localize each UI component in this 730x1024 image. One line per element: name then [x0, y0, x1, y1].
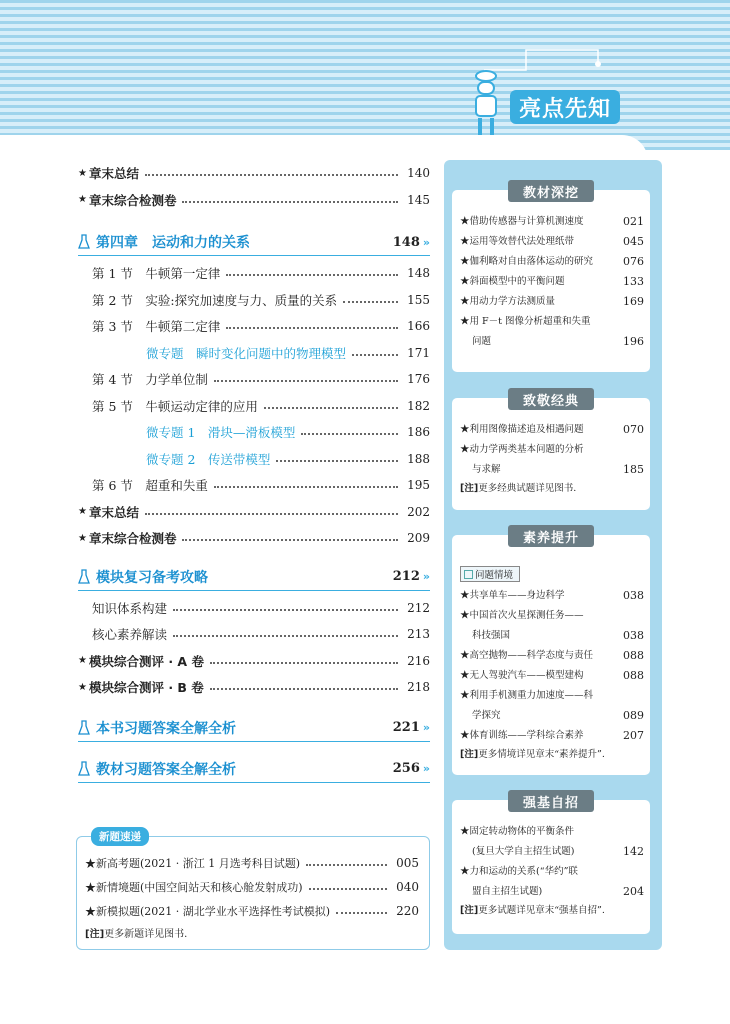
panel-title: 教材深挖: [508, 180, 594, 202]
note-text: 更多经典试题详见图书.: [478, 483, 577, 494]
panel-item[interactable]: [460, 272, 644, 292]
toc-row-label: 知识体系构建: [92, 600, 168, 616]
leader-dots: [309, 888, 387, 890]
toc-row[interactable]: [78, 595, 430, 622]
panel-item[interactable]: [460, 292, 644, 312]
toc-row-label: 模块综合测评 · A 卷: [88, 653, 204, 669]
panel-item-label: ★固定转动物体的平衡条件: [460, 826, 575, 837]
leader-dots: [352, 354, 398, 356]
chapter-page: 212: [392, 569, 420, 584]
toc-row[interactable]: [78, 187, 430, 214]
toc-row-label: 第 5 节 牛顿运动定律的应用: [92, 398, 258, 414]
panel-item[interactable]: [460, 822, 644, 842]
panel-item[interactable]: [460, 332, 644, 352]
new-question-label: ★新情境题(中国空间站天和核心舱发射成功): [85, 881, 303, 894]
toc-row[interactable]: [78, 499, 430, 526]
note-text: 更多试题详见章末“强基自招”.: [478, 905, 605, 916]
panel-item-label: ★运用等效替代法处理纸带: [460, 236, 575, 247]
panel-items: [460, 420, 644, 498]
panel-title: 强基自招: [508, 790, 594, 812]
leader-dots: [226, 327, 398, 329]
star-icon: ★: [78, 506, 87, 518]
panel-item-page: 196: [623, 335, 644, 348]
panel-item[interactable]: [460, 842, 644, 862]
leader-dots: [210, 688, 398, 690]
chapter-page: 148: [392, 234, 420, 250]
panel-item[interactable]: [460, 606, 644, 626]
double-chevron-icon: »: [422, 570, 430, 583]
toc-row-page: 140: [407, 166, 430, 181]
toc-row-page: 166: [407, 319, 430, 334]
panel-title: 素养提升: [508, 525, 594, 547]
leader-dots: [306, 864, 387, 866]
toc-row-label: 模块综合测评 · B 卷: [88, 680, 204, 696]
chapter-title: 模块复习备考攻略: [96, 569, 208, 586]
toc-row-label: 核心素养解读: [92, 627, 168, 643]
header-stripes: [0, 0, 730, 150]
double-chevron-icon: »: [422, 235, 430, 249]
chapter-heading[interactable]: [78, 756, 430, 783]
panel-suyang: [452, 530, 650, 775]
toc-row-label: 第 4 节 力学单位制: [92, 372, 208, 388]
star-icon: ★: [78, 167, 87, 179]
panel-item-page: 038: [623, 629, 644, 642]
panel-zhijing: [452, 393, 650, 510]
panel-item-page: 142: [623, 845, 644, 858]
note-text: 更多新题详见图书.: [104, 928, 188, 940]
toc-row-label: 微专题 瞬时变化问题中的物理模型: [146, 345, 347, 361]
flask-icon: [78, 569, 90, 585]
new-question-page: 220: [396, 904, 419, 918]
panel-item-label: ★伽利略对自由落体运动的研究: [460, 256, 594, 267]
new-question-label: ★新模拟题(2021 · 湖北学业水平选择性考试模拟): [85, 905, 331, 918]
panel-item-label: ★体育训练——学科综合素养: [460, 730, 584, 741]
new-question-row[interactable]: [85, 851, 419, 875]
toc-row[interactable]: [78, 340, 430, 367]
new-questions-title: 新题速递: [91, 827, 149, 846]
toc-row-label: 第 1 节 牛顿第一定律: [92, 266, 221, 282]
toc-row[interactable]: [78, 674, 430, 701]
leader-dots: [336, 912, 387, 914]
panel-item[interactable]: [460, 460, 644, 480]
panel-item[interactable]: [460, 440, 644, 460]
toc-row-page: 188: [407, 451, 430, 466]
flask-icon: [78, 761, 90, 777]
new-questions-note: [85, 923, 419, 941]
toc-row[interactable]: [78, 419, 430, 446]
panel-item-label: ★利用手机测重力加速度——科: [460, 690, 594, 701]
panel-item-label: ★借助传感器与计算机测速度: [460, 216, 584, 227]
toc-row-label: 章末综合检测卷: [88, 192, 177, 208]
toc-row-page: 186: [407, 425, 430, 440]
panel-item-label: ★用 F－t 图像分析超重和失重: [460, 316, 591, 327]
new-question-page: 040: [396, 880, 419, 894]
chapter-page: 221: [392, 720, 420, 735]
panel-item-label: ★共享单车——身边科学: [460, 590, 565, 601]
panel-item-page: 204: [623, 885, 644, 898]
note-tag: [注]: [460, 749, 479, 760]
panel-item[interactable]: [460, 706, 644, 726]
note-tag: [注]: [85, 928, 105, 940]
panel-item-page: 088: [623, 669, 644, 682]
panel-item-label: ★高空抛物——科学态度与责任: [460, 650, 594, 661]
panel-item[interactable]: [460, 252, 644, 272]
panel-item[interactable]: [460, 212, 644, 232]
leader-dots: [182, 539, 398, 541]
panel-item-page: 088: [623, 649, 644, 662]
panel-item-page: 021: [623, 215, 644, 228]
panel-item-label: (复旦大学自主招生试题): [472, 846, 575, 857]
toc-row-label: 微专题 2 传送带模型: [146, 451, 271, 467]
new-questions-box: [76, 831, 430, 950]
leader-dots: [145, 174, 398, 176]
panel-item-page: 133: [623, 275, 644, 288]
panel-item-label: 与求解: [472, 464, 501, 475]
leader-dots: [343, 301, 398, 303]
panel-item[interactable]: [460, 726, 644, 746]
toc-row[interactable]: [78, 648, 430, 675]
double-chevron-icon: »: [422, 721, 430, 734]
panel-item-label: 科技强国: [472, 630, 511, 641]
panel-jiaocai: [452, 185, 650, 372]
note-tag: [注]: [460, 483, 479, 494]
panel-item-page: 169: [623, 295, 644, 308]
new-question-label: ★新高考题(2021 · 浙江 1 月选考科目试题): [85, 857, 301, 870]
panel-item-label: 学探究: [472, 710, 501, 721]
toc-row-page: 195: [407, 478, 430, 493]
toc-row-label: 章末综合检测卷: [88, 531, 177, 547]
toc-row-page: 209: [407, 531, 430, 546]
panel-qiangji: [452, 795, 650, 934]
toc-row-page: 202: [407, 504, 430, 519]
toc-row-page: 145: [407, 192, 430, 207]
panel-item[interactable]: [460, 232, 644, 252]
panel-item[interactable]: [460, 586, 644, 606]
panel-item[interactable]: [460, 686, 644, 706]
toc-row[interactable]: [78, 446, 430, 473]
toc-row-page: 155: [407, 292, 430, 307]
panel-item-page: 207: [623, 729, 644, 742]
panel-item[interactable]: [460, 862, 644, 882]
star-icon: ★: [78, 681, 87, 693]
chapter-rows: [78, 260, 430, 552]
leader-dots: [214, 380, 398, 382]
leader-dots: [173, 635, 398, 637]
toc-row-label: 章末总结: [88, 504, 139, 520]
star-icon: ★: [78, 655, 87, 667]
panel-item[interactable]: [460, 666, 644, 686]
toc-row-page: 218: [407, 680, 430, 695]
leader-dots: [210, 662, 398, 664]
panel-item-label: ★利用图像描述追及相遇问题: [460, 424, 584, 435]
note-tag: [注]: [460, 905, 479, 916]
toc-row[interactable]: [78, 160, 430, 187]
toc-row-label: 第 3 节 牛顿第二定律: [92, 319, 221, 335]
toc-row-page: 216: [407, 653, 430, 668]
star-icon: ★: [78, 532, 87, 544]
toc-row[interactable]: [78, 313, 430, 340]
toc-row[interactable]: [78, 525, 430, 552]
toc-row[interactable]: [78, 287, 430, 314]
panel-item-page: 089: [623, 709, 644, 722]
panel-item-page: 038: [623, 589, 644, 602]
chapter-heading[interactable]: [78, 715, 430, 742]
toc-row-page: 182: [407, 398, 430, 413]
flask-icon: [78, 234, 90, 250]
panel-item[interactable]: [460, 882, 644, 902]
panel-items: [460, 563, 644, 764]
chapter-title: 本书习题答案全解全析: [96, 720, 236, 737]
toc-row[interactable]: [78, 260, 430, 287]
chapter-page: 256: [392, 761, 420, 776]
chapter-title: 教材习题答案全解全析: [96, 761, 236, 778]
toc-row-page: 212: [407, 600, 430, 615]
scenario-tag: 问题情境: [460, 566, 520, 582]
panel-item-page: 076: [623, 255, 644, 268]
panel-item-label: 问题: [472, 336, 492, 347]
toc-row-label: 微专题 1 滑块—滑板模型: [146, 425, 296, 441]
toc-row[interactable]: [78, 472, 430, 499]
leader-dots: [214, 486, 398, 488]
panel-item-label: ★用动力学方法测质量: [460, 296, 556, 307]
table-of-contents: [78, 160, 430, 787]
note-text: 更多情境详见章末“素养提升”.: [478, 749, 605, 760]
toc-row-page: 213: [407, 627, 430, 642]
chapter-title: 第四章 运动和力的关系: [96, 235, 250, 251]
panel-item-page: 045: [623, 235, 644, 248]
highlights-badge: 亮点先知: [510, 90, 620, 124]
panel-items: [460, 212, 644, 352]
panel-item-label: ★力和运动的关系(“华约”联: [460, 866, 578, 877]
toc-row-page: 148: [407, 266, 430, 281]
panel-item[interactable]: [460, 626, 644, 646]
leader-dots: [301, 433, 398, 435]
toc-row[interactable]: [78, 366, 430, 393]
panel-note: [460, 746, 644, 764]
toc-row-page: 171: [407, 345, 430, 360]
leader-dots: [173, 609, 398, 611]
new-question-row[interactable]: [85, 899, 419, 923]
panel-item[interactable]: [460, 646, 644, 666]
chapter-heading[interactable]: [78, 229, 430, 256]
panel-title: 致敬经典: [508, 388, 594, 410]
leader-dots: [276, 460, 398, 462]
panel-item-label: ★动力学两类基本问题的分析: [460, 444, 584, 455]
flask-icon: [78, 720, 90, 736]
toc-row[interactable]: [78, 621, 430, 648]
panel-note: [460, 480, 644, 498]
chapter-heading[interactable]: [78, 564, 430, 591]
panel-item-label: ★斜面模型中的平衡问题: [460, 276, 565, 287]
panel-item[interactable]: [460, 312, 644, 332]
toc-row-label: 章末总结: [88, 166, 139, 182]
new-question-page: 005: [396, 856, 419, 870]
double-chevron-icon: »: [422, 762, 430, 775]
panel-item-label: 盟自主招生试题): [472, 886, 543, 897]
toc-row-label: 第 2 节 实验:探究加速度与力、质量的关系: [92, 292, 338, 308]
panel-item-page: 070: [623, 423, 644, 436]
leader-dots: [182, 201, 398, 203]
toc-row-label: 第 6 节 超重和失重: [92, 478, 208, 494]
panel-note: [460, 902, 644, 920]
leader-dots: [264, 407, 398, 409]
leader-dots: [226, 274, 398, 276]
leader-dots: [145, 513, 398, 515]
panel-item-page: 185: [623, 463, 644, 476]
panel-item-label: ★中国首次火星探测任务——: [460, 610, 584, 621]
chapter-rows: [78, 595, 430, 701]
toc-row[interactable]: [78, 393, 430, 420]
panel-item-label: ★无人驾驶汽车——模型建构: [460, 670, 584, 681]
panel-item[interactable]: [460, 420, 644, 440]
toc-row-page: 176: [407, 372, 430, 387]
star-icon: ★: [78, 194, 87, 206]
panel-items: [460, 822, 644, 920]
new-question-row[interactable]: [85, 875, 419, 899]
